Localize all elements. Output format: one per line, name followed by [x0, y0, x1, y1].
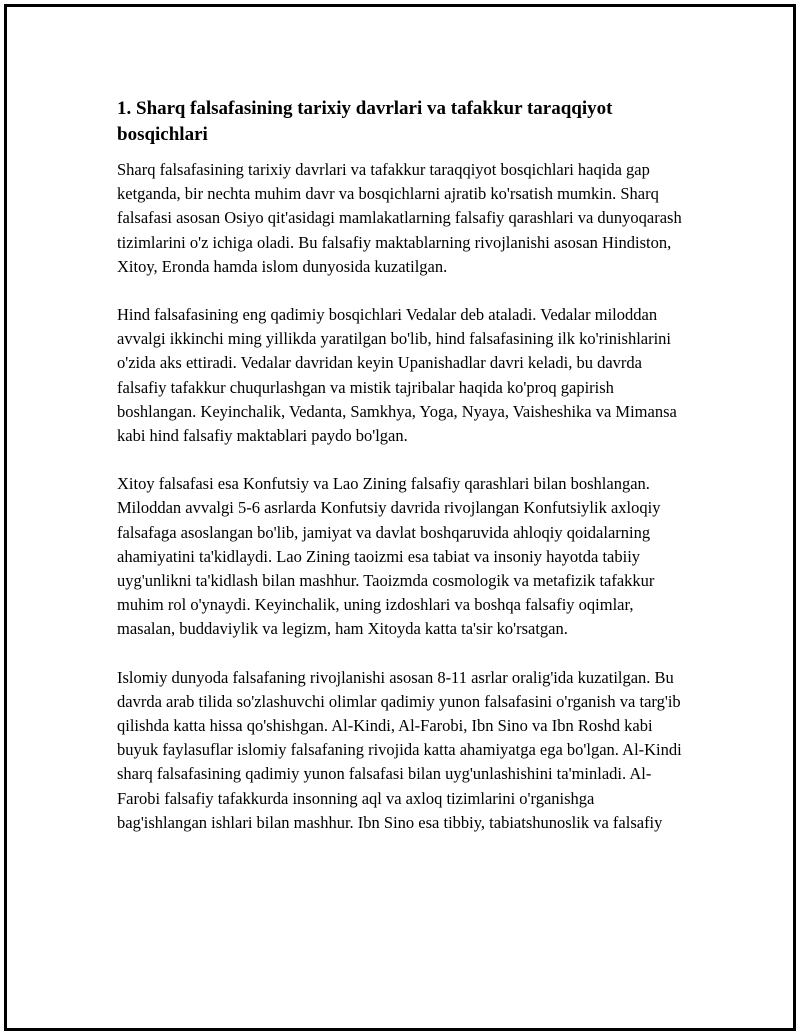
paragraph-intro: Sharq falsafasining tarixiy davrlari va tafakkur taraqqiyot bosqichlari haqida gap ketganda, bir nechta muhim davr va bosqichlarni ajratib ko'rsatish mumkin. Sharq falsafasi asosan Osiyo qit'asidagi mamlakatlarning falsafiy qarashlari va dunyoqarash tizimlarini o'z ichiga oladi. Bu falsafiy maktablarning rivojlanishi asosan Hindiston, Xitoy, Eronda hamda islom dunyosida kuzatilgan. [117, 160, 682, 276]
section-heading: 1. Sharq falsafasining tarixiy davrlari va tafakkur taraqqiyot bosqichlari [117, 98, 613, 145]
paragraph-islamic-philosophy: Islomiy dunyoda falsafaning rivojlanishi asosan 8-11 asrlar oralig'ida kuzatilgan. Bu davrda arab tilida so'zlashuvchi olimlar qadimiy yunon falsafasini o'rganish va targ'ib qilishda katta hissa qo'shishgan. Al-Kindi, Al-Farobi, Ibn Sino va Ibn Roshd kabi buyuk faylasuflar islomiy falsafaning rivojida katta ahamiyatga ega bo'lgan. Al-Kindi sharq falsafasining qadimiy yunon falsafasi bilan uyg'unlashishini ta'minladi. Al-Farobi falsafiy tafakkurda insonning aql va axloq tizimlarini o'rganishga bag'ishlangan ishlari bilan mashhur. Ibn Sino esa tibbiy, tabiatshunoslik va falsafiy [117, 667, 682, 832]
paragraph-chinese-philosophy: Xitoy falsafasi esa Konfutsiy va Lao Zining falsafiy qarashlari bilan boshlangan. Miloddan avvalgi 5-6 asrlarda Konfutsiy davrida rivojlangan Konfutsiylik axloqiy falsafaga asoslangan bo'lib, jamiyat va davlat boshqaruvida ahloqiy qoidalarning ahamiyatini ta'kidlaydi. Lao Zining taoizmi esa tabiat va insoniy hayotda tabiiy uyg'unlikni ta'kidlash bilan mashhur. Taoizmda cosmologik va metafizik tafakkur muhim rol o'ynaydi. Keyinchalik, uning izdoshlari va boshqa falsafiy oqimlar, masalan, buddaviylik va legizm, ham Xitoyda katta ta'sir ko'rsatgan. [117, 474, 661, 639]
paragraph-indian-philosophy: Hind falsafasining eng qadimiy bosqichlari Vedalar deb ataladi. Vedalar miloddan avvalgi ikkinchi ming yillikda yaratilgan bo'lib, hind falsafasining ilk ko'rinishlarini o'zida aks ettiradi. Vedalar davridan keyin Upanishadlar davri keladi, bu davrda falsafiy tafakkur chuqurlashgan va mistik tajribalar haqida ko'proq gapirish boshlangan. Keyinchalik, Vedanta, Samkhya, Yoga, Nyaya, Vaisheshika va Mimansa kabi hind falsafiy maktablari paydo bo'lgan. [117, 305, 677, 446]
document-body [117, 96, 687, 859]
